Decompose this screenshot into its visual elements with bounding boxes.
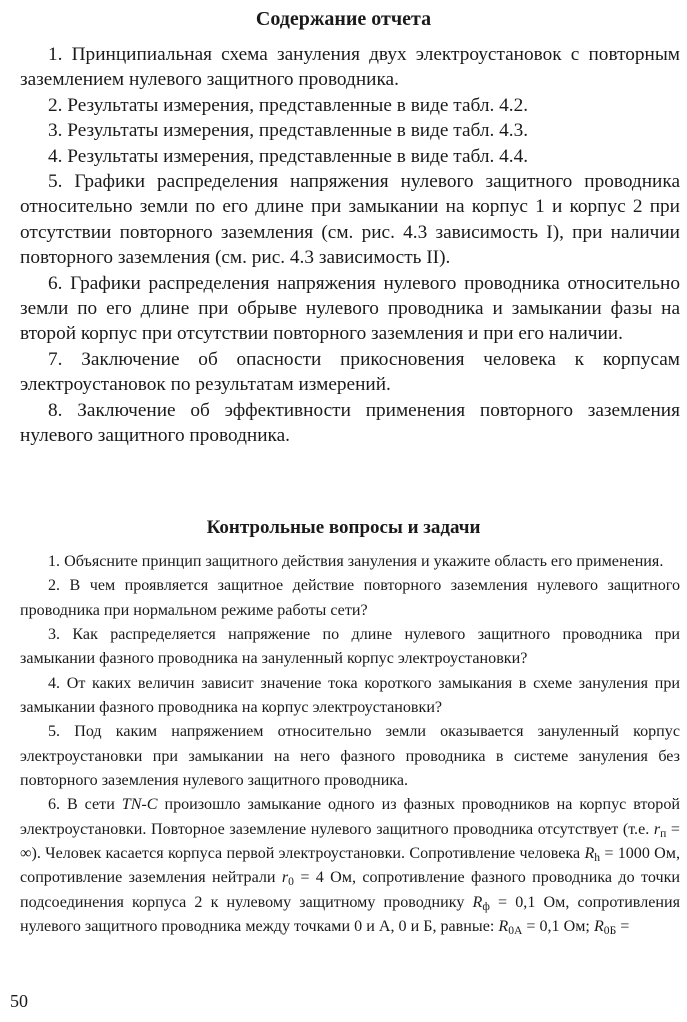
r0a-symbol: R bbox=[498, 918, 509, 936]
rf-subscript: ф bbox=[482, 899, 490, 913]
task-text: 6. В сети bbox=[48, 796, 122, 814]
report-contents-heading: Содержание отчета bbox=[255, 8, 432, 30]
question-item: 4. От каких величин зависит значение тока короткого замыкания в схеме зануления при замыкании фазного проводника на корпус электроустановки? bbox=[20, 674, 680, 717]
questions-heading: Контрольные вопросы и задачи bbox=[206, 517, 481, 538]
report-item: 7. Заключение об опасности прикосновения человека к корпусам электроустановок по результатам измерений. bbox=[20, 348, 680, 396]
question-item: 2. В чем проявляется защитное действие повторного заземления нулевого защитного проводника при нормальном режиме работы сети? bbox=[20, 577, 680, 619]
report-contents-list bbox=[20, 42, 680, 449]
page-number: 50 bbox=[10, 991, 28, 1011]
rh-subscript: h bbox=[594, 851, 601, 865]
r0-symbol: r bbox=[281, 869, 289, 887]
rn-symbol: r bbox=[653, 820, 661, 838]
rh-symbol: R bbox=[584, 845, 595, 863]
report-item: 8. Заключение об эффективности применения повторного заземления нулевого защитного проводника. bbox=[20, 399, 680, 447]
questions-list bbox=[20, 550, 680, 940]
question-item: 1. Объясните принцип защитного действия зануления и укажите область его применения. bbox=[48, 553, 664, 570]
task-text: = bbox=[616, 918, 630, 936]
r0b-subscript: 0Б bbox=[603, 924, 617, 938]
r0b-symbol: R bbox=[593, 918, 604, 936]
task-text: = 0,1 Ом; bbox=[522, 918, 594, 936]
question-item: 3. Как распределяется напряжение по длине нулевого защитного проводника при замыкании фазного проводника на зануленный корпус электроустановки? bbox=[20, 626, 680, 668]
question-item: 5. Под каким напряжением относительно земли оказывается зануленный корпус электроустановки при замыкании на него фазного проводника в системе зануления без повторного заземления нулевого защитного проводника. bbox=[20, 723, 680, 790]
r0a-subscript: 0А bbox=[508, 924, 523, 938]
task-text: = ∞). Человек касается корпуса первой электроустановки. Сопротивление человека bbox=[20, 820, 680, 863]
task-text: = 4 Ом, сопротивление фазного проводника до точки подсоединения корпуса 2 к нулевому защитному проводнику bbox=[20, 869, 680, 911]
task-text: = 1000 Ом, сопротивление заземления нейтрали bbox=[20, 845, 680, 887]
task-6 bbox=[20, 793, 680, 939]
r0-subscript: 0 bbox=[288, 875, 294, 889]
report-item: 3. Результаты измерения, представленные в виде табл. 4.3. bbox=[48, 120, 529, 142]
network-type: TN-C bbox=[121, 796, 158, 814]
task-text: = 0,1 Ом, сопротивления нулевого защитного проводника между точками 0 и А, 0 и Б, равные: bbox=[20, 893, 680, 936]
report-item: 4. Результаты измерения, представленные в виде табл. 4.4. bbox=[48, 145, 529, 167]
report-item: 1. Принципиальная схема зануления двух электроустановок с повторным заземлением нулевого защитного проводника. bbox=[20, 44, 680, 91]
report-item: 2. Результаты измерения, представленные в виде табл. 4.2. bbox=[48, 94, 529, 116]
rf-symbol: R bbox=[472, 893, 483, 911]
task-text: произошло замыкание одного из фазных проводников на корпус второй электроустановки. Повторное заземление нулевого защитного проводника отсутствует (т.е. bbox=[20, 796, 680, 838]
rn-subscript: п bbox=[660, 826, 667, 840]
report-item: 5. Графики распределения напряжения нулевого защитного проводника относительно земли по его длине при замыкании на корпус 1 и корпус 2 при отсутствии повторного заземления (см. рис. 4.3 зависимость I), при наличии повторного заземления (см. рис. 4.3 зависимость II). bbox=[20, 171, 680, 269]
report-item: 6. Графики распределения напряжения нулевого проводника относительно земли по его длине при обрыве нулевого проводника и замыкании фазы на второй корпус при отсутствии повторного заземления и при его наличии. bbox=[20, 272, 680, 345]
